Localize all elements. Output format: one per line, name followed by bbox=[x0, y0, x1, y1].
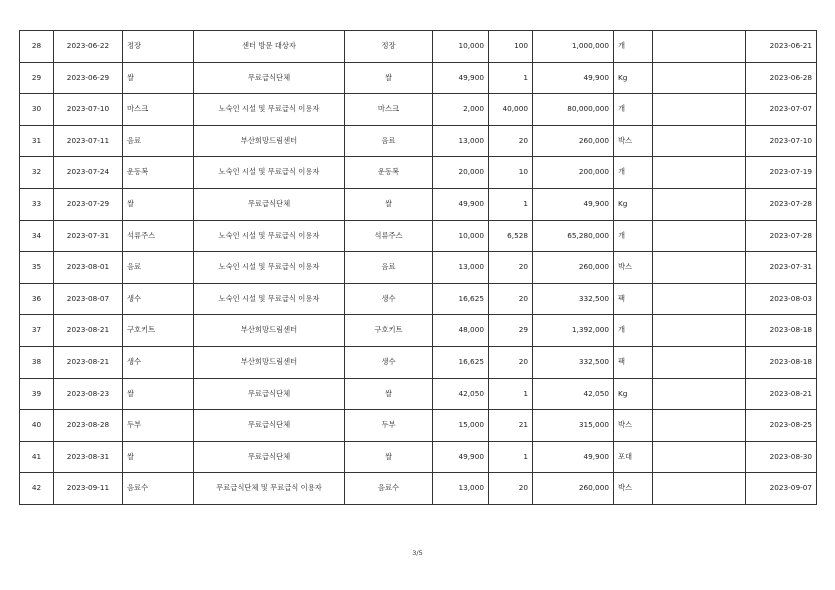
table-row bbox=[20, 188, 817, 220]
cell-quantity: 29 bbox=[489, 315, 533, 347]
cell-date: 2023-09-11 bbox=[54, 473, 123, 505]
cell-unit: 개 bbox=[614, 94, 653, 126]
cell-date-received: 2023-07-07 bbox=[746, 94, 817, 126]
cell-item-name: 구호키트 bbox=[345, 315, 433, 347]
table-row bbox=[20, 378, 817, 410]
cell-item-name: 마스크 bbox=[345, 94, 433, 126]
cell-date: 2023-08-23 bbox=[54, 378, 123, 410]
cell-date-received: 2023-08-18 bbox=[746, 315, 817, 347]
cell-recipient: 무료급식단체 bbox=[194, 378, 345, 410]
cell-unit: 박스 bbox=[614, 125, 653, 157]
cell-item-name: 음료수 bbox=[345, 473, 433, 505]
cell-amount: 1,392,000 bbox=[533, 315, 614, 347]
cell-date: 2023-07-10 bbox=[54, 94, 123, 126]
cell-unit: 개 bbox=[614, 31, 653, 63]
cell-recipient: 노숙인 시설 및 무료급식 이용자 bbox=[194, 94, 345, 126]
cell-no: 33 bbox=[20, 188, 54, 220]
cell-no: 39 bbox=[20, 378, 54, 410]
cell-unit-price: 49,900 bbox=[433, 441, 489, 473]
cell-amount: 49,900 bbox=[533, 188, 614, 220]
cell-unit-price: 15,000 bbox=[433, 410, 489, 442]
cell-recipient: 무료급식단체 bbox=[194, 441, 345, 473]
cell-no: 41 bbox=[20, 441, 54, 473]
cell-note bbox=[653, 441, 746, 473]
cell-recipient: 무료급식단체 bbox=[194, 410, 345, 442]
cell-item: 쌀 bbox=[123, 62, 194, 94]
cell-date: 2023-08-21 bbox=[54, 346, 123, 378]
cell-quantity: 40,000 bbox=[489, 94, 533, 126]
cell-date: 2023-08-21 bbox=[54, 315, 123, 347]
cell-no: 42 bbox=[20, 473, 54, 505]
donation-table bbox=[19, 30, 817, 505]
cell-amount: 1,000,000 bbox=[533, 31, 614, 63]
cell-unit: 박스 bbox=[614, 410, 653, 442]
cell-note bbox=[653, 157, 746, 189]
table-row bbox=[20, 315, 817, 347]
cell-quantity: 20 bbox=[489, 252, 533, 284]
cell-item: 음료 bbox=[123, 252, 194, 284]
cell-amount: 65,280,000 bbox=[533, 220, 614, 252]
cell-unit: 박스 bbox=[614, 473, 653, 505]
table-body bbox=[20, 31, 817, 505]
cell-date-received: 2023-08-21 bbox=[746, 378, 817, 410]
cell-no: 29 bbox=[20, 62, 54, 94]
cell-date: 2023-06-22 bbox=[54, 31, 123, 63]
cell-item: 음료수 bbox=[123, 473, 194, 505]
cell-recipient: 노숙인 시설 및 무료급식 이용자 bbox=[194, 220, 345, 252]
cell-unit-price: 13,000 bbox=[433, 252, 489, 284]
cell-item-name: 생수 bbox=[345, 283, 433, 315]
table-row bbox=[20, 157, 817, 189]
cell-note bbox=[653, 252, 746, 284]
cell-unit-price: 10,000 bbox=[433, 31, 489, 63]
cell-amount: 260,000 bbox=[533, 252, 614, 284]
cell-date: 2023-07-31 bbox=[54, 220, 123, 252]
cell-unit-price: 16,625 bbox=[433, 283, 489, 315]
cell-item: 생수 bbox=[123, 346, 194, 378]
cell-item: 쌀 bbox=[123, 188, 194, 220]
cell-note bbox=[653, 378, 746, 410]
cell-item-name: 생수 bbox=[345, 346, 433, 378]
cell-recipient: 센터 방문 대상자 bbox=[194, 31, 345, 63]
cell-quantity: 6,528 bbox=[489, 220, 533, 252]
cell-no: 37 bbox=[20, 315, 54, 347]
cell-quantity: 10 bbox=[489, 157, 533, 189]
cell-date-received: 2023-07-28 bbox=[746, 188, 817, 220]
table-row bbox=[20, 62, 817, 94]
cell-no: 38 bbox=[20, 346, 54, 378]
cell-unit-price: 13,000 bbox=[433, 125, 489, 157]
cell-amount: 42,050 bbox=[533, 378, 614, 410]
cell-date-received: 2023-09-07 bbox=[746, 473, 817, 505]
cell-unit: 개 bbox=[614, 220, 653, 252]
cell-date: 2023-08-31 bbox=[54, 441, 123, 473]
table-row bbox=[20, 441, 817, 473]
table-row bbox=[20, 220, 817, 252]
cell-recipient: 부산희망드림센터 bbox=[194, 315, 345, 347]
cell-note bbox=[653, 188, 746, 220]
cell-unit-price: 13,000 bbox=[433, 473, 489, 505]
cell-recipient: 부산희망드림센터 bbox=[194, 346, 345, 378]
cell-item: 쌀 bbox=[123, 441, 194, 473]
cell-note bbox=[653, 220, 746, 252]
cell-unit-price: 2,000 bbox=[433, 94, 489, 126]
cell-unit: 팩 bbox=[614, 346, 653, 378]
cell-unit: 박스 bbox=[614, 252, 653, 284]
cell-amount: 260,000 bbox=[533, 473, 614, 505]
cell-no: 31 bbox=[20, 125, 54, 157]
cell-recipient: 노숙인 시설 및 무료급식 이용자 bbox=[194, 283, 345, 315]
cell-date: 2023-08-07 bbox=[54, 283, 123, 315]
cell-note bbox=[653, 346, 746, 378]
cell-item-name: 쌀 bbox=[345, 62, 433, 94]
cell-item: 구호키트 bbox=[123, 315, 194, 347]
cell-unit: 포대 bbox=[614, 441, 653, 473]
cell-unit-price: 10,000 bbox=[433, 220, 489, 252]
cell-unit-price: 49,900 bbox=[433, 188, 489, 220]
cell-item-name: 운동복 bbox=[345, 157, 433, 189]
cell-recipient: 노숙인 시설 및 무료급식 이용자 bbox=[194, 252, 345, 284]
cell-amount: 200,000 bbox=[533, 157, 614, 189]
cell-unit: Kg bbox=[614, 62, 653, 94]
cell-item: 쌀 bbox=[123, 378, 194, 410]
cell-item: 두부 bbox=[123, 410, 194, 442]
cell-amount: 260,000 bbox=[533, 125, 614, 157]
cell-item-name: 쌀 bbox=[345, 441, 433, 473]
cell-quantity: 20 bbox=[489, 125, 533, 157]
cell-quantity: 20 bbox=[489, 473, 533, 505]
cell-unit: 개 bbox=[614, 315, 653, 347]
page-number: 3/5 bbox=[412, 549, 423, 557]
cell-recipient: 부산희망드림센터 bbox=[194, 125, 345, 157]
cell-item-name: 음료 bbox=[345, 252, 433, 284]
cell-item: 음료 bbox=[123, 125, 194, 157]
cell-note bbox=[653, 410, 746, 442]
cell-unit-price: 49,900 bbox=[433, 62, 489, 94]
cell-item: 운동복 bbox=[123, 157, 194, 189]
cell-item-name: 석류주스 bbox=[345, 220, 433, 252]
cell-unit-price: 20,000 bbox=[433, 157, 489, 189]
cell-quantity: 1 bbox=[489, 62, 533, 94]
cell-note bbox=[653, 125, 746, 157]
cell-quantity: 1 bbox=[489, 441, 533, 473]
cell-no: 36 bbox=[20, 283, 54, 315]
cell-note bbox=[653, 283, 746, 315]
cell-item-name: 쌀 bbox=[345, 378, 433, 410]
cell-date: 2023-08-28 bbox=[54, 410, 123, 442]
cell-date-received: 2023-07-31 bbox=[746, 252, 817, 284]
cell-date: 2023-06-29 bbox=[54, 62, 123, 94]
cell-quantity: 1 bbox=[489, 188, 533, 220]
cell-recipient: 무료급식단체 bbox=[194, 188, 345, 220]
cell-item-name: 정장 bbox=[345, 31, 433, 63]
cell-note bbox=[653, 62, 746, 94]
cell-date-received: 2023-08-30 bbox=[746, 441, 817, 473]
cell-no: 34 bbox=[20, 220, 54, 252]
cell-recipient: 무료급식단체 bbox=[194, 62, 345, 94]
cell-unit: Kg bbox=[614, 188, 653, 220]
cell-unit: 팩 bbox=[614, 283, 653, 315]
cell-date-received: 2023-08-25 bbox=[746, 410, 817, 442]
cell-no: 28 bbox=[20, 31, 54, 63]
cell-note bbox=[653, 315, 746, 347]
cell-no: 32 bbox=[20, 157, 54, 189]
cell-unit-price: 48,000 bbox=[433, 315, 489, 347]
cell-quantity: 20 bbox=[489, 283, 533, 315]
table-row bbox=[20, 283, 817, 315]
cell-item-name: 음료 bbox=[345, 125, 433, 157]
cell-note bbox=[653, 31, 746, 63]
cell-date-received: 2023-06-28 bbox=[746, 62, 817, 94]
cell-amount: 49,900 bbox=[533, 62, 614, 94]
table-row bbox=[20, 125, 817, 157]
cell-unit-price: 42,050 bbox=[433, 378, 489, 410]
cell-quantity: 20 bbox=[489, 346, 533, 378]
cell-date: 2023-07-29 bbox=[54, 188, 123, 220]
cell-no: 30 bbox=[20, 94, 54, 126]
cell-item: 마스크 bbox=[123, 94, 194, 126]
cell-date: 2023-08-01 bbox=[54, 252, 123, 284]
cell-date-received: 2023-08-03 bbox=[746, 283, 817, 315]
cell-date-received: 2023-06-21 bbox=[746, 31, 817, 63]
cell-item-name: 쌀 bbox=[345, 188, 433, 220]
cell-amount: 80,000,000 bbox=[533, 94, 614, 126]
cell-item: 정장 bbox=[123, 31, 194, 63]
cell-amount: 315,000 bbox=[533, 410, 614, 442]
cell-item: 생수 bbox=[123, 283, 194, 315]
cell-quantity: 21 bbox=[489, 410, 533, 442]
cell-note bbox=[653, 94, 746, 126]
cell-recipient: 무료급식단체 및 무료급식 이용자 bbox=[194, 473, 345, 505]
cell-amount: 49,900 bbox=[533, 441, 614, 473]
cell-date: 2023-07-24 bbox=[54, 157, 123, 189]
cell-date-received: 2023-07-19 bbox=[746, 157, 817, 189]
cell-quantity: 100 bbox=[489, 31, 533, 63]
table-row bbox=[20, 346, 817, 378]
table-row bbox=[20, 252, 817, 284]
cell-date-received: 2023-08-18 bbox=[746, 346, 817, 378]
cell-amount: 332,500 bbox=[533, 346, 614, 378]
cell-unit: Kg bbox=[614, 378, 653, 410]
table-row bbox=[20, 410, 817, 442]
cell-amount: 332,500 bbox=[533, 283, 614, 315]
cell-unit: 개 bbox=[614, 157, 653, 189]
cell-item-name: 두부 bbox=[345, 410, 433, 442]
cell-no: 35 bbox=[20, 252, 54, 284]
cell-quantity: 1 bbox=[489, 378, 533, 410]
cell-date: 2023-07-11 bbox=[54, 125, 123, 157]
cell-note bbox=[653, 473, 746, 505]
cell-date-received: 2023-07-28 bbox=[746, 220, 817, 252]
cell-no: 40 bbox=[20, 410, 54, 442]
table-row bbox=[20, 94, 817, 126]
cell-recipient: 노숙인 시설 및 무료급식 이용자 bbox=[194, 157, 345, 189]
cell-date-received: 2023-07-10 bbox=[746, 125, 817, 157]
cell-item: 석류주스 bbox=[123, 220, 194, 252]
table-row bbox=[20, 473, 817, 505]
table-row bbox=[20, 31, 817, 63]
cell-unit-price: 16,625 bbox=[433, 346, 489, 378]
